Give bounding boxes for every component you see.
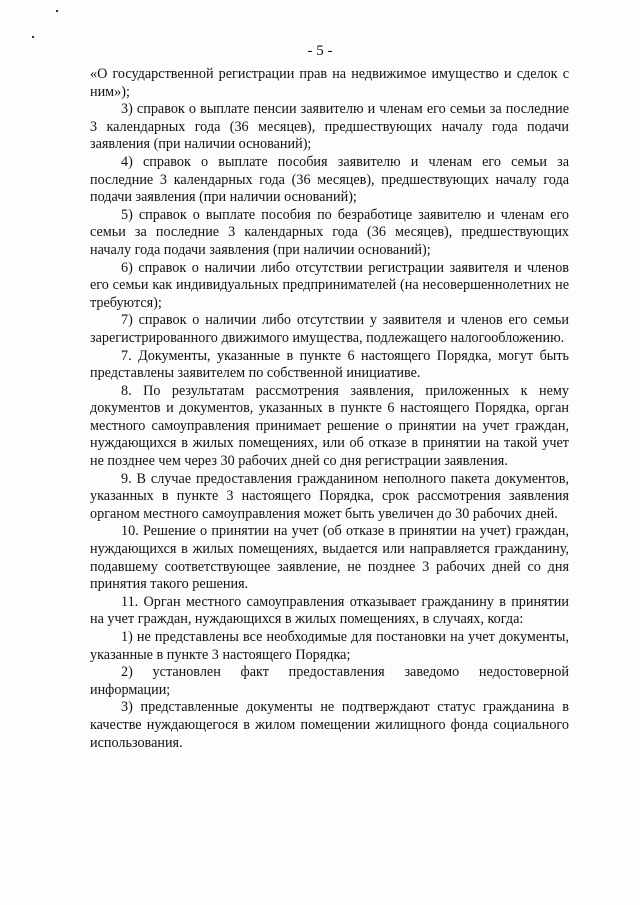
document-body (90, 66, 569, 752)
paragraph-list-item-4: 4) справок о выплате пособия заявителю и членам его семьи за последние 3 календарных года (36 месяцев), предшествующих началу года подачи заявления (при наличии оснований); (90, 153, 569, 206)
paragraph-list-item-5: 5) справок о выплате пособия по безработице заявителю и членам его семьи за последние 3 календарных года (36 месяцев), предшествующих началу года подачи заявления (при наличии оснований); (90, 206, 569, 258)
paragraph-clause-7: 7. Документы, указанные в пункте 6 настоящего Порядка, могут быть представлены заявителем по собственной инициативе. (90, 347, 569, 382)
paragraph-list-item-3: 3) справок о выплате пенсии заявителю и членам его семьи за последние 3 календарных года (36 месяцев), предшествующих началу года подачи заявления (при наличии оснований); (90, 101, 569, 153)
paragraph-list-item-6: 6) справок о наличии либо отсутствии регистрации заявителя и членов его семьи как индивидуальных предпринимателей (на несовершеннолетних не требуются); (90, 259, 569, 311)
paragraph-reason-2: 2) установлен факт предоставления заведомо недостоверной информации; (90, 664, 569, 698)
paragraph-continuation: «О государственной регистрации прав на недвижимое имущество и сделок с ним»); (90, 66, 569, 100)
scan-speck (56, 10, 58, 12)
paragraph-clause-9: 9. В случае предоставления гражданином неполного пакета документов, указанных в пункте 3 настоящего Порядка, срок рассмотрения заявления органом местного самоуправления может быть увеличен до 30 рабочих дней. (90, 470, 569, 522)
scan-speck (32, 36, 34, 38)
paragraph-clause-10: 10. Решение о принятии на учет (об отказе в принятии на учет) граждан, нуждающихся в жилых помещениях, выдается или направляется гражданину, подавшему соответствующее заявление, не позднее 3 рабочих дней со дня принятия такого решения. (90, 523, 569, 593)
paragraph-clause-11: 11. Орган местного самоуправления отказывает гражданину в принятии на учет граждан, нуждающихся в жилых помещениях, в случаях, когда: (90, 593, 569, 628)
paragraph-reason-1: 1) не представлены все необходимые для постановки на учет документы, указанные в пункте 3 настоящего Порядка; (90, 629, 569, 663)
paragraph-list-item-7: 7) справок о наличии либо отсутствии у заявителя и членов его семьи зарегистрированного движимого имущества, подлежащего налогообложению. (90, 312, 569, 346)
paragraph-clause-8: 8. По результатам рассмотрения заявления, приложенных к нему документов и документов, указанных в пункте 6 настоящего Порядка, орган местного самоуправления принимает решение о принятии на учет граждан, нуждающихся в жилых помещениях, или об отказе в принятии на такой учет не позднее чем через 30 рабочих дней со дня регистрации заявления. (90, 382, 569, 470)
page-number: - 5 - (307, 43, 333, 59)
paragraph-reason-3: 3) представленные документы не подтверждают статус гражданина в качестве нуждающегося в жилом помещении жилищного фонда социального использования. (90, 699, 569, 751)
